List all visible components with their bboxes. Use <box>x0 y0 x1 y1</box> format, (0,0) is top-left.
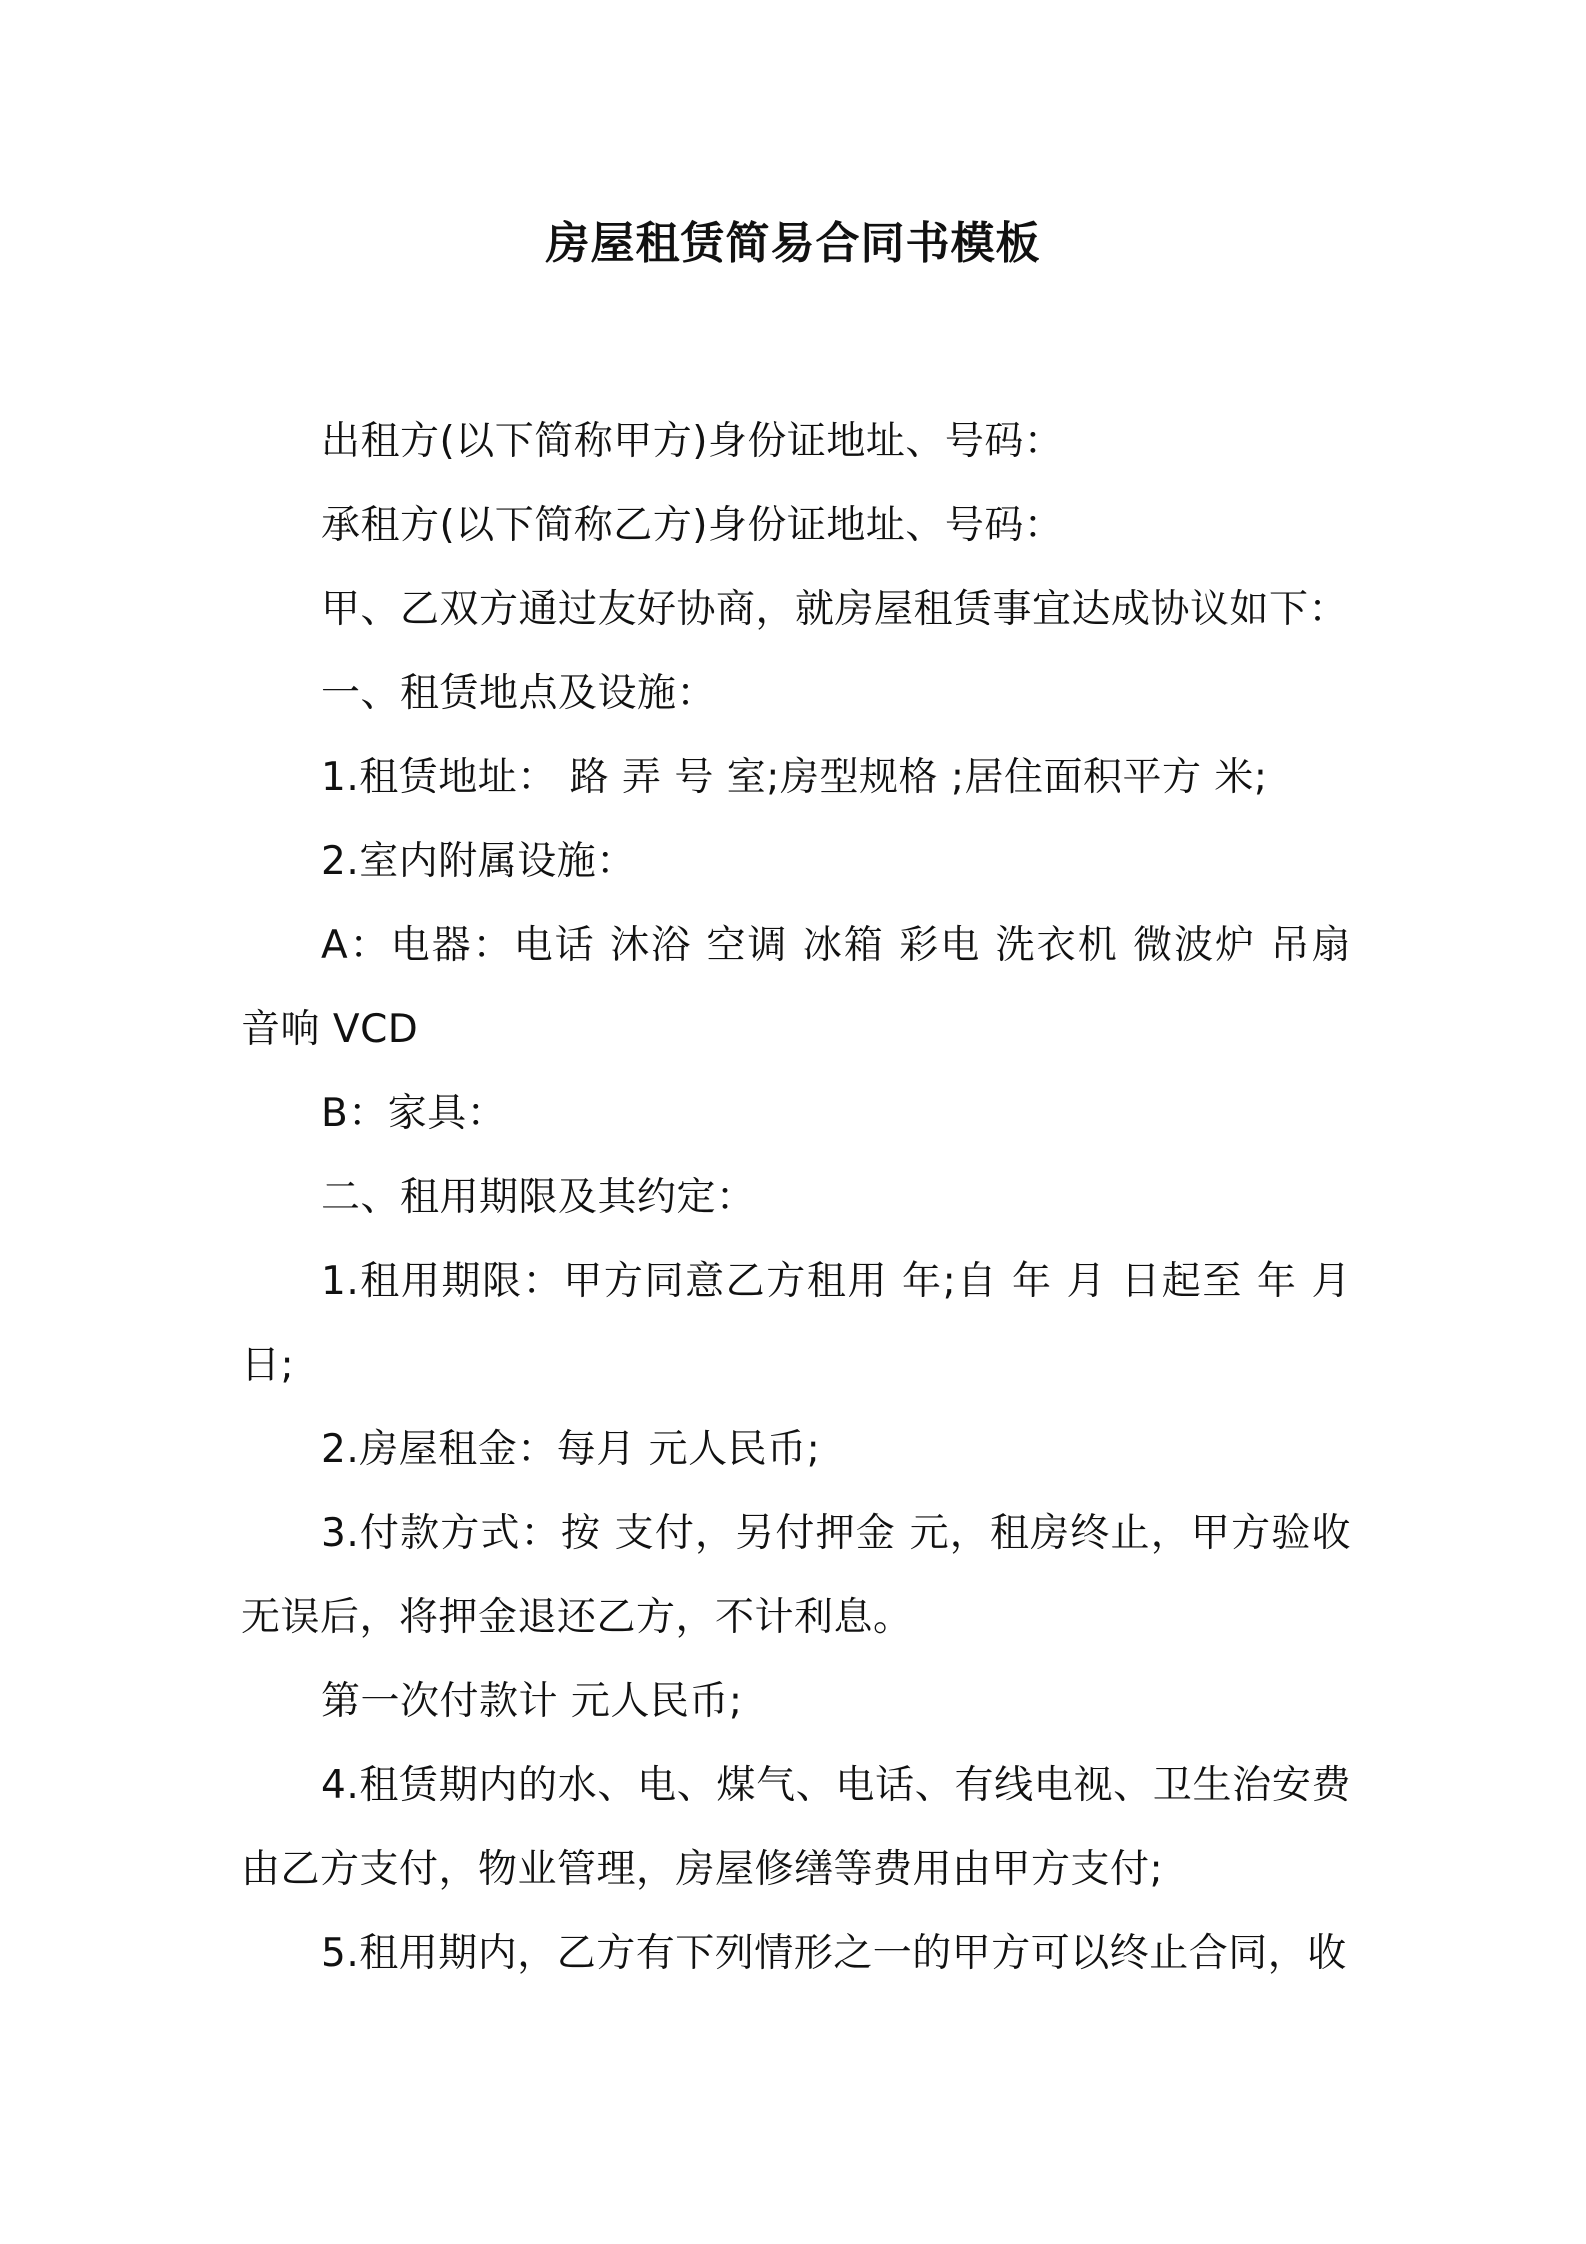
document-body <box>241 400 1351 1996</box>
paragraph-furniture: B：家具： <box>321 1091 507 1136</box>
paragraph-payment-method: 3.付款方式：按 支付，另付押金 元，租房终止，甲方验收无误后，将押金退还乙方，不计利息。 <box>241 1511 1351 1640</box>
paragraph-lessee: 承租方(以下简称乙方)身份证地址、号码： <box>321 503 1064 548</box>
section-heading-term: 二、租用期限及其约定： <box>321 1175 756 1220</box>
paragraph-termination: 5.租用期内，乙方有下列情形之一的甲方可以终止合同，收 <box>321 1931 1347 1976</box>
paragraph-first-payment: 第一次付款计 元人民币; <box>321 1679 743 1724</box>
paragraph-lessor: 出租方(以下简称甲方)身份证地址、号码： <box>321 419 1064 464</box>
paragraph-address: 1.租赁地址： 路 弄 号 室;房型规格 ;居住面积平方 米; <box>321 755 1268 800</box>
paragraph-agreement: 甲、乙双方通过友好协商，就房屋租赁事宜达成协议如下： <box>321 587 1349 632</box>
paragraph-appliances: A：电器：电话 沐浴 空调 冰箱 彩电 洗衣机 微波炉 吊扇 音响 VCD <box>241 923 1351 1052</box>
paragraph-lease-term: 1.租用期限：甲方同意乙方租用 年;自 年 月 日起至 年 月 日; <box>241 1259 1351 1388</box>
paragraph-facilities: 2.室内附属设施： <box>321 839 636 884</box>
document-title: 房屋租赁简易合同书模板 <box>545 218 1041 269</box>
section-heading-location: 一、租赁地点及设施： <box>321 671 717 716</box>
paragraph-rent: 2.房屋租金：每月 元人民币; <box>321 1427 821 1472</box>
paragraph-utilities: 4.租赁期内的水、电、煤气、电话、有线电视、卫生治安费由乙方支付，物业管理，房屋修缮等费用由甲方支付; <box>241 1763 1351 1892</box>
